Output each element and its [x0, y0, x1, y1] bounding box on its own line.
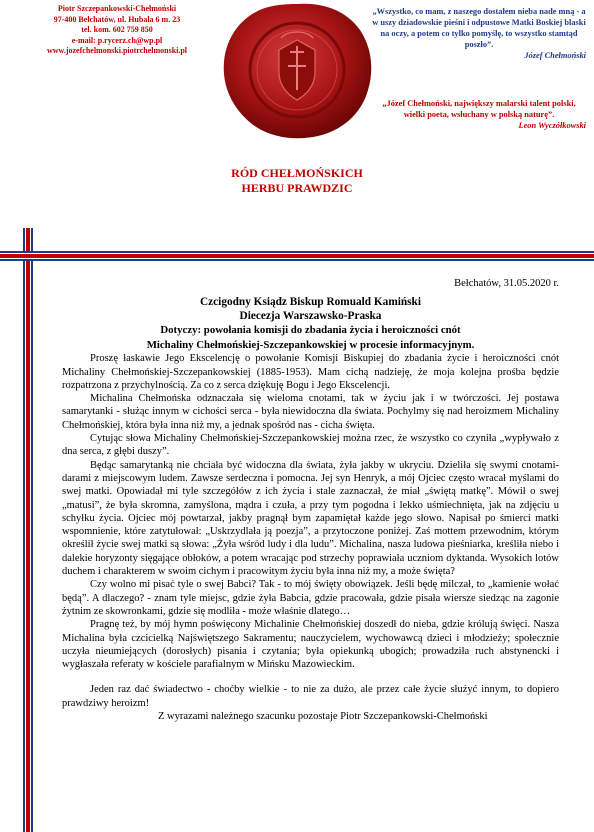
contact-website[interactable]: www.jozefchelmonski.piotrchelmonski.pl: [46, 46, 188, 55]
paragraph: Jeden raz dać świadectwo - choćby wielkie - to nie za dużo, ale przez całe życie służyć innym, to dopiero prawdziwy heroizm!: [62, 684, 559, 709]
contact-name: Piotr Szczepankowski-Chełmoński: [57, 4, 177, 13]
addressee-name: Czcigodny Ksiądz Biskup Romuald Kamiński: [200, 296, 421, 309]
letter-date: Bełchatów, 31.05.2020 r.: [454, 278, 559, 289]
closing-signature: Z wyrazami należnego szacunku pozostaje Piotr Szczepankowski-Chełmoński: [158, 711, 488, 723]
letter-body: [62, 277, 559, 723]
paragraph: Cytując słowa Michaliny Chełmońskiej-Szczepankowskiej można rzec, że wszystko co czyniła „wypływało z dna serca, z głębi duszy”.: [62, 433, 559, 458]
quote-author: Leon Wyczółkowski: [518, 121, 586, 130]
subject-line2: Michaliny Chełmońskiej-Szczepankowskiej w procesie informacyjnym.: [146, 338, 475, 351]
contact-address: 97-400 Bełchatów, ul. Hubala 6 m. 23: [53, 14, 181, 24]
contact-block: [18, 4, 216, 57]
paragraph: Michalina Chełmońska odznaczała się wieloma cnotami, tak w życiu jak i w twórczości. Jej postawa samarytanki - służąc innym w cichości serca - była niewidoczna dla świata. Pochylmy się nad heroizmem Michaliny Chełmońskiej, która była inna niż my, a jednak spośród nas - cicha święta.: [62, 393, 559, 431]
paragraph: Czy wolno mi pisać tyle o swej Babci? Tak - to mój święty obowiązek. Jeśli będę milczał, to „kamienie wołać będą”. A dlaczego? - znam tyle miejsc, gdzie żyła Babcia, gdzie pracowała, gdzie pisała wiersze siedząc na zagonie żytnim ze skowronkami, gdzie się modliła - może właśnie dlatego…: [62, 579, 559, 617]
house-title-line2: HERBU PRAWDZIC: [241, 181, 353, 195]
paragraph: Pragnę też, by mój hymn poświęcony Michalinie Chełmońskiej doszedł do nieba, gdzie królują święci. Nasza Michalina była czcicielką Najświętszego Sakramentu; nauczycielem, wychowawcą dzieci i młodzieży; społecznie uczyła nieumiejących (dorosłych) pisania i czytania; była opiekunką ubogich; prowadziła ruch abstynencki i wygłaszała referaty w kościele parafialnym w Mińsku Mazowieckim.: [62, 619, 559, 671]
spacer: [62, 671, 559, 683]
cross-horizontal-bar: [0, 251, 594, 261]
quote-author: Józef Chełmoński: [524, 51, 586, 60]
wax-seal-icon: [218, 0, 376, 140]
house-title-line1: RÓD CHEŁMOŃSKICH: [231, 166, 363, 180]
wyczolkowski-quote: [372, 98, 586, 131]
chelmonski-quote: [372, 6, 586, 61]
house-title: [205, 166, 389, 196]
cross-vertical-bar: [23, 228, 33, 832]
paragraph: Proszę łaskawie Jego Ekscelencję o powołanie Komisji Biskupiej do zbadania życie i heroiczności cnót Michaliny Chełmońskiej-Szczepankowskiej (1885-1953). Mam cichą nadzieję, że moja kolejna prośba będzie rozpatrzona z przychylnością. Za co z serca dziękuję Bogu i Jego Ekscelencji.: [62, 353, 559, 391]
paragraph: Będąc samarytanką nie chciała być widoczna dla świata, żyła jakby w ukryciu. Dzieliła się swymi cnotami-darami z miejscowym ludem. Zawsze serdeczna i pomocna. Jej syn Henryk, a mój Ojciec często wracał myślami do swej matki. Opowiadał mi tyle szczegółów z ich życia i stale zaznaczał, że miał „świętą matkę”. Mówił o swej „matusi”, że była skromna, zamyślona, mądra i czuła, a przy tym pogodna i lekko uśmiechnięta, jak na zdjęciu u schyłku życia. Ojciec mój powtarzał, jakby pragnął bym zapamiętał każde jego słowo. Napisał po śmierci matki wspomnienie, które zatytułował: „Uskrzydlała ją poezja”, a przytoczone poniżej. Zaś mottem przewodnim, którym określił życie swej matki są słowa: „Żyła wśród ludy i dla ludu”. Michalina, nasza ludowa pieśniarka, kreśliła niebo i dalekie horyzonty sięgające obłoków, a potem wracając pod strzechy poprawiała uczniom dyktanda. Wysokich lotów duchem i charakterem w swoim cichym i pracowitym życiu była inna niż my, a może święta?: [62, 459, 559, 578]
subject-line1: Dotyczy: powołania komisji do zbadania życia i heroiczności cnót: [160, 324, 461, 337]
contact-email[interactable]: e-mail: p.rycerz.ch@wp.pl: [71, 35, 163, 45]
contact-phone: tel. kom. 602 759 850: [81, 25, 153, 34]
quote-text: „Józef Chełmoński, największy malarski talent polski, wielki poeta, wsłuchany w polską naturę”.: [382, 99, 576, 119]
quote-text: „Wszystko, co mam, z naszego dostałem nieba nade mną - a w uszy dziadowskie pieśni i odpustowe Matki Boskiej blaski na oczy, a potem co tylko pomyślę, to wszystko stamtąd poszło”.: [372, 7, 586, 49]
addressee-diocese: Diecezja Warszawsko-Praska: [239, 310, 382, 323]
